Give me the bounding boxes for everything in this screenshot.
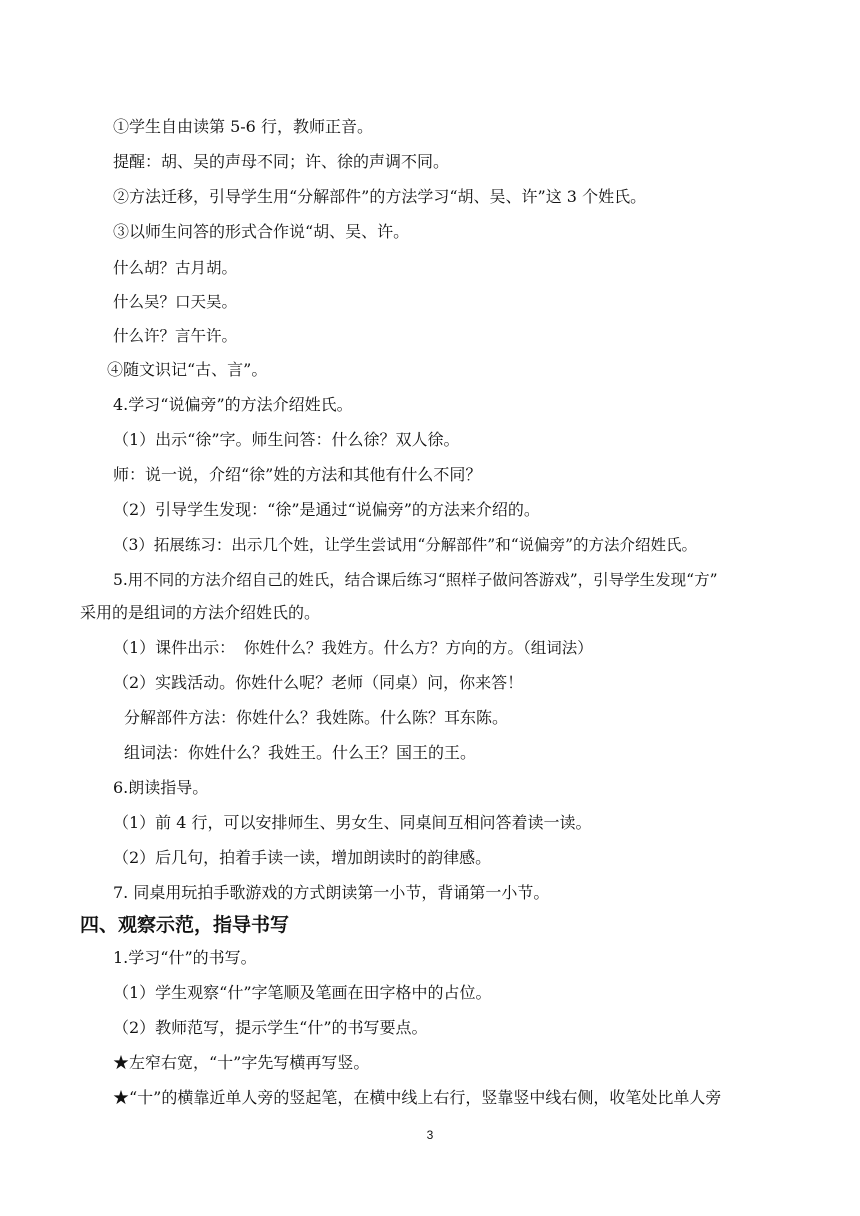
text-line: 4.学习“说偏旁”的方法介绍姓氏。 [113, 395, 353, 414]
text-line: 7. 同桌用玩拍手歌游戏的方式朗读第一小节，背诵第一小节。 [113, 883, 550, 902]
text-line: （1）前 4 行，可以安排师生、男女生、同桌间互相问答着读一读。 [113, 813, 592, 832]
text-line: 什么许？言午许。 [113, 327, 238, 345]
text-line: ④随文识记“古、言”。 [107, 360, 268, 379]
text-line: 师：说一说，介绍“徐”姓的方法和其他有什么不同？ [113, 465, 482, 484]
text-line: （1）学生观察“什”字笔顺及笔画在田字格中的占位。 [113, 983, 492, 1002]
text-line: 采用的是组词的方法介绍姓氏的。 [80, 603, 321, 622]
section-heading: 四、观察示范，指导书写 [80, 914, 290, 936]
text-line: ★左窄右宽，“十”字先写横再写竖。 [113, 1053, 370, 1072]
text-line: 1.学习“什”的书写。 [113, 948, 257, 967]
text-line: （2）实践活动。你姓什么呢？老师（同桌）问，你来答！ [113, 673, 524, 692]
text-line: 你姓什么？我姓方。什么方？方向的方。（组词法） [244, 639, 593, 657]
text-line: 什么胡？古月胡。 [113, 259, 238, 277]
text-line: 5.用不同的方法介绍自己的姓氏，结合课后练习“照样子做问答游戏”，引导学生发现“方” [113, 571, 718, 589]
text-line: ③以师生问答的形式合作说“胡、吴、许。 [113, 222, 410, 241]
text-line: （1）课件出示： [113, 638, 236, 657]
page-number: 3 [426, 1128, 434, 1142]
text-line: 什么吴？口天吴。 [113, 293, 238, 311]
text-line: ★“十”的横靠近单人旁的竖起笔，在横中线上右行，竖靠竖中线右侧，收笔处比单人旁 [113, 1088, 722, 1107]
text-line: ①学生自由读第 5-6 行，教师正音。 [113, 117, 373, 136]
text-line: ②方法迁移，引导学生用“分解部件”的方法学习“胡、吴、许”这 3 个姓氏。 [113, 187, 647, 206]
text-line: （2）引导学生发现：“徐”是通过“说偏旁”的方法来介绍的。 [113, 500, 540, 519]
text-line: （3）拓展练习：出示几个姓，让学生尝试用“分解部件”和“说偏旁”的方法介绍姓氏。 [113, 536, 698, 554]
text-line: 6.朗读指导。 [113, 778, 209, 797]
text-line: （2）教师范写，提示学生“什”的书写要点。 [113, 1018, 428, 1037]
text-line: 分解部件方法：你姓什么？我姓陈。什么陈？耳东陈。 [124, 708, 509, 727]
text-line: （2）后几句，拍着手读一读，增加朗读时的韵律感。 [113, 848, 492, 867]
text-line: （1）出示“徐”字。师生问答：什么徐？双人徐。 [113, 430, 460, 449]
text-line: 组词法：你姓什么？我姓王。什么王？国王的王。 [124, 743, 477, 762]
text-line: 提醒：胡、吴的声母不同；许、徐的声调不同。 [113, 152, 450, 171]
